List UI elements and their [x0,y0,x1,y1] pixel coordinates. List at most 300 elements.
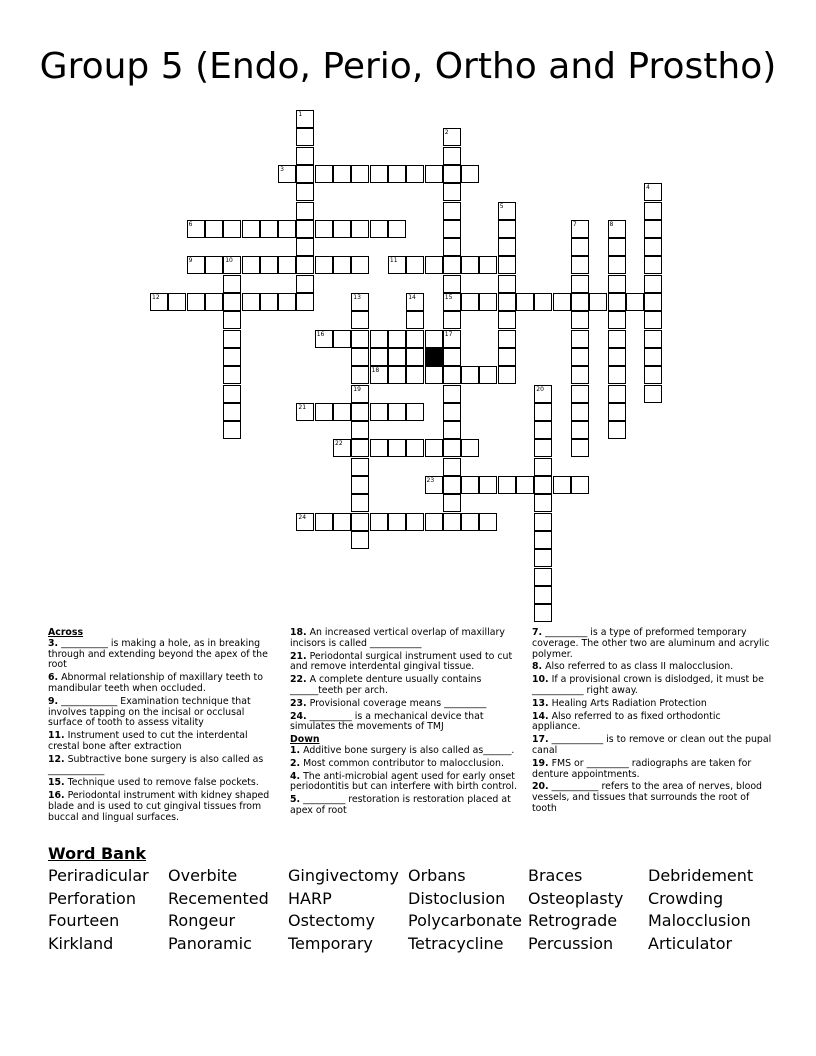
clue-number: 16. [48,790,65,802]
grid-cell[interactable] [443,183,461,201]
grid-cell[interactable] [388,256,406,274]
grid-cell[interactable] [534,293,552,311]
clue-text: Additive bone surgery is also called as______. [300,744,515,756]
grid-cell[interactable] [534,385,552,403]
clue-number: 14 [408,294,416,301]
grid-cell[interactable] [406,403,424,421]
grid-cell[interactable] [223,220,241,238]
grid-cell[interactable] [315,220,333,238]
grid-cell[interactable] [351,311,369,329]
clue-text: An increased vertical overlap of maxillary incisors is called ___________ [290,627,505,649]
grid-cell[interactable] [644,366,662,384]
grid-cell[interactable] [443,385,461,403]
grid-cell[interactable] [443,220,461,238]
clue-number: 24 [298,513,307,521]
grid-cell[interactable] [644,293,662,311]
grid-cell[interactable] [296,202,314,220]
across-clue-list-continued [290,628,522,733]
grid-cell[interactable] [388,439,406,457]
grid-cell[interactable] [498,311,516,329]
grid-cell[interactable] [351,220,369,238]
word-bank-word: Debridement [648,866,754,885]
grid-cell[interactable] [571,421,589,439]
clues-column-3 [532,628,772,817]
grid-cell[interactable] [351,439,369,457]
grid-cell[interactable] [333,220,351,238]
clue-text: Instrument used to cut the interdental crestal bone after extraction [48,730,248,752]
clue-number: 18 [371,367,380,375]
grid-cell[interactable] [370,220,388,238]
clue-text: __________ is making a hole, as in breaking through and extending beyond the apex of the root [48,637,268,671]
grid-cell[interactable] [351,165,369,183]
grid-cell[interactable] [461,476,479,494]
grid-cell[interactable] [443,202,461,220]
clue [48,697,280,729]
clue-number: 2. [290,757,301,769]
clue-number: 10 [225,257,233,265]
grid-cell[interactable] [425,513,443,531]
grid-cell[interactable] [351,330,369,348]
grid-cell[interactable] [461,439,479,457]
grid-cell[interactable] [223,385,241,403]
grid-cell[interactable] [534,494,552,512]
grid-cell[interactable] [296,403,314,421]
grid-cell[interactable] [223,348,241,366]
clue-text: Abnormal relationship of maxillary teeth to mandibular teeth when occluded. [48,672,263,694]
grid-cell[interactable] [608,348,626,366]
grid-cell[interactable] [388,348,406,366]
grid-cell[interactable] [443,147,461,165]
grid-cell[interactable] [351,531,369,549]
clue [290,795,522,817]
clue [290,712,522,734]
grid-cell[interactable] [644,348,662,366]
clue-number: 13 [353,294,361,301]
grid-cell[interactable] [351,366,369,384]
grid-cell[interactable] [553,476,571,494]
grid-cell[interactable] [168,293,186,311]
grid-cell[interactable] [388,330,406,348]
grid-cell[interactable] [498,220,516,238]
clue [532,782,772,814]
grid-cell[interactable] [571,220,589,238]
grid-cell[interactable] [260,293,278,311]
grid-cell[interactable] [296,220,314,238]
grid-cell[interactable] [370,165,388,183]
word-bank-word: Kirkland [48,934,114,954]
grid-cell[interactable] [296,183,314,201]
grid-cell[interactable] [534,403,552,421]
clue [532,699,772,710]
grid-cell[interactable] [333,513,351,531]
grid-cell[interactable] [443,256,461,274]
grid-cell[interactable] [608,330,626,348]
clue-number: 15 [444,294,453,301]
grid-cell[interactable] [205,256,223,274]
grid-cell[interactable] [260,256,278,274]
grid-cell[interactable] [498,238,516,256]
clue [48,755,280,777]
word-bank-word: Tetracycline [408,934,504,954]
grid-cell[interactable] [351,494,369,512]
grid-cell[interactable] [351,256,369,274]
grid-cell[interactable] [443,366,461,384]
grid-cell[interactable] [406,348,424,366]
clue-number: 24. [290,710,307,722]
grid-cell[interactable] [644,385,662,403]
word-bank-word: Distoclusion [408,888,506,908]
grid-cell[interactable] [223,256,241,274]
clue-number: 5 [499,202,504,210]
grid-cell[interactable] [443,311,461,329]
grid-cell[interactable] [223,366,241,384]
grid-cell[interactable] [443,476,461,494]
word-bank-word: Panoramic [168,934,252,954]
grid-cell[interactable] [315,403,333,421]
grid-cell[interactable] [608,421,626,439]
grid-cell[interactable] [498,275,516,293]
grid-cell[interactable] [571,403,589,421]
clue [532,735,772,757]
clue-text: FMS or _________ radiographs are taken for denture appointments. [532,757,752,780]
clue-number: 1 [298,111,303,118]
clue [290,772,522,794]
grid-cell[interactable] [296,147,314,165]
grid-cell[interactable] [333,439,351,457]
clue-number: 8 [609,220,614,228]
clue-text: If a provisional crown is dislodged, it must be ___________ right away. [532,674,764,696]
clue-number: 12. [48,753,65,765]
word-bank-word: Malocclusion [648,911,751,931]
grid-cell[interactable] [479,513,497,531]
grid-cell[interactable] [479,366,497,384]
clue-number: 19. [532,757,549,769]
grid-cell[interactable] [388,165,406,183]
grid-cell[interactable] [443,421,461,439]
grid-cell[interactable] [608,238,626,256]
grid-cell[interactable] [571,439,589,457]
grid-cell[interactable] [370,348,388,366]
word-bank-word: Temporary [288,934,373,954]
grid-cell[interactable] [278,293,296,311]
grid-cell[interactable] [388,403,406,421]
grid-cell[interactable] [388,513,406,531]
grid-cell[interactable] [443,238,461,256]
grid-cell[interactable] [443,513,461,531]
clue-text: Also referred to as fixed orthodontic appliance. [532,710,721,733]
grid-cell[interactable] [370,330,388,348]
grid-cell[interactable] [644,275,662,293]
grid-cell[interactable] [425,439,443,457]
grid-cell[interactable] [553,293,571,311]
grid-cell[interactable] [205,293,223,311]
word-bank-word: Osteoplasty [528,888,624,908]
grid-cell[interactable] [644,256,662,274]
grid-cell[interactable] [242,293,260,311]
grid-cell[interactable] [571,348,589,366]
grid-cell[interactable] [425,330,443,348]
clue-number: 10. [532,674,549,686]
grid-cell[interactable] [296,513,314,531]
clue-text: _________ is a type of preformed temporary coverage. The other two are aluminum and acrylic polymer. [532,627,770,660]
clue-number: 4. [290,770,301,782]
grid-cell[interactable] [571,238,589,256]
grid-cell[interactable] [626,293,644,311]
grid-cell[interactable] [370,513,388,531]
grid-cell[interactable] [351,348,369,366]
clue [48,791,280,823]
clue-number: 3 [280,165,284,173]
grid-cell[interactable] [644,238,662,256]
grid-cell[interactable] [223,403,241,421]
clue-text: Periodontal surgical instrument used to cut and remove interdental gingival tissue. [290,650,513,673]
clue-number: 15. [48,777,65,789]
grid-cell[interactable] [406,311,424,329]
grid-cell[interactable] [608,293,626,311]
clue-number: 13. [532,697,549,709]
clue-number: 17. [532,734,549,746]
grid-cell[interactable] [370,366,388,384]
clue-number: 16 [316,330,325,338]
grid-cell[interactable] [370,403,388,421]
grid-cell[interactable] [223,275,241,293]
grid-cell[interactable] [608,275,626,293]
grid-cell[interactable] [296,238,314,256]
grid-cell[interactable] [205,220,223,238]
clue-number: 19 [353,385,361,393]
grid-cell[interactable] [644,202,662,220]
grid-cell[interactable] [498,293,516,311]
grid-cell[interactable] [571,330,589,348]
grid-cell[interactable] [608,311,626,329]
word-bank-word: Orbans [408,866,466,885]
grid-cell[interactable] [296,165,314,183]
grid-cell[interactable] [388,220,406,238]
grid-cell[interactable] [571,385,589,403]
clue-number: 3. [48,637,59,649]
grid-cell[interactable] [351,403,369,421]
grid-cell[interactable] [443,330,461,348]
word-bank-word: Articulator [648,934,733,954]
clue-text: Subtractive bone surgery is also called as ____________ [48,753,264,776]
clue-number: 9 [188,257,193,265]
grid-cell[interactable] [406,513,424,531]
grid-cell[interactable] [534,604,552,622]
grid-cell[interactable] [571,275,589,293]
grid-cell[interactable] [534,568,552,586]
grid-cell[interactable] [406,366,424,384]
black-cell [425,348,443,366]
grid-cell[interactable] [608,403,626,421]
grid-cell[interactable] [333,165,351,183]
grid-cell[interactable] [278,165,296,183]
grid-cell[interactable] [534,531,552,549]
grid-cell[interactable] [571,256,589,274]
grid-cell[interactable] [644,220,662,238]
grid-cell[interactable] [608,385,626,403]
clue-text: ___________ is to remove or clean out the pupal canal [532,734,772,756]
grid-cell[interactable] [333,256,351,274]
grid-cell[interactable] [223,311,241,329]
grid-cell[interactable] [425,366,443,384]
grid-cell[interactable] [461,256,479,274]
grid-cell[interactable] [278,220,296,238]
grid-cell[interactable] [260,220,278,238]
grid-cell[interactable] [333,403,351,421]
grid-cell[interactable] [315,256,333,274]
word-bank-word: Periradicular [48,866,149,885]
grid-cell[interactable] [461,293,479,311]
grid-cell[interactable] [479,476,497,494]
page-title: Group 5 (Endo, Perio, Ortho and Prostho) [39,46,777,87]
grid-cell[interactable] [296,293,314,311]
grid-cell[interactable] [498,330,516,348]
grid-cell[interactable] [296,110,314,128]
grid-cell[interactable] [534,458,552,476]
grid-cell[interactable] [516,476,534,494]
grid-cell[interactable] [443,439,461,457]
grid-cell[interactable] [351,293,369,311]
clue-number: 23 [426,477,435,484]
clue [48,639,280,671]
grid-cell[interactable] [296,128,314,146]
grid-cell[interactable] [187,220,205,238]
grid-cell[interactable] [223,293,241,311]
grid-cell[interactable] [315,165,333,183]
grid-cell[interactable] [644,311,662,329]
clue-text: The anti-microbial agent used for early onset periodontitis but can interfere with birth control. [290,770,517,793]
clue-number: 14. [532,710,549,722]
grid-cell[interactable] [534,439,552,457]
grid-cell[interactable] [223,330,241,348]
grid-cell[interactable] [461,366,479,384]
grid-cell[interactable] [406,165,424,183]
grid-cell[interactable] [443,348,461,366]
grid-cell[interactable] [443,494,461,512]
grid-cell[interactable] [242,220,260,238]
clue-number: 11 [389,257,398,265]
clue-number: 7 [572,220,577,228]
grid-cell[interactable] [425,165,443,183]
grid-cell[interactable] [644,183,662,201]
grid-cell[interactable] [589,293,607,311]
grid-cell[interactable] [351,421,369,439]
grid-cell[interactable] [534,421,552,439]
clues-column-1 [48,628,280,826]
clue-number: 1. [290,744,301,756]
grid-cell[interactable] [608,220,626,238]
grid-cell[interactable] [516,293,534,311]
grid-cell[interactable] [242,256,260,274]
clue [290,746,522,757]
clue-number: 12 [152,294,160,301]
grid-cell[interactable] [461,513,479,531]
down-clue-list-continued [532,628,772,815]
grid-cell[interactable] [571,476,589,494]
grid-cell[interactable] [333,330,351,348]
grid-cell[interactable] [443,275,461,293]
word-bank-word: Braces [528,866,583,885]
grid-cell[interactable] [443,165,461,183]
grid-cell[interactable] [406,256,424,274]
grid-cell[interactable] [498,366,516,384]
grid-cell[interactable] [608,256,626,274]
grid-cell[interactable] [443,293,461,311]
grid-cell[interactable] [406,293,424,311]
grid-cell[interactable] [315,330,333,348]
grid-cell[interactable] [406,439,424,457]
grid-cell[interactable] [187,293,205,311]
across-clue-list [48,639,280,824]
grid-cell[interactable] [150,293,168,311]
word-bank-word: Crowding [648,888,724,908]
clue-text: ____________ Examination technique that involves tapping on the incisal or occlusal surface of tooth to assess vitality [48,695,251,729]
word-bank-word: Gingivectomy [288,866,399,885]
clue-text: Periodontal instrument with kidney shaped blade and is used to cut gingival tissues from buccal and lingual surfaces. [48,790,270,823]
clue-number: 8. [532,661,543,673]
grid-cell[interactable] [351,513,369,531]
clue-number: 18. [290,627,307,638]
grid-cell[interactable] [425,476,443,494]
grid-cell[interactable] [223,421,241,439]
clue [532,712,772,734]
grid-cell[interactable] [644,330,662,348]
grid-cell[interactable] [443,458,461,476]
grid-cell[interactable] [534,513,552,531]
word-bank-word: Retrograde [528,911,618,931]
grid-cell[interactable] [534,549,552,567]
grid-cell[interactable] [278,256,296,274]
grid-cell[interactable] [351,476,369,494]
grid-cell[interactable] [187,256,205,274]
grid-cell[interactable] [388,366,406,384]
clue-number: 23. [290,697,307,709]
grid-cell[interactable] [498,348,516,366]
grid-cell[interactable] [479,256,497,274]
word-bank-word: Ostectomy [288,911,375,931]
grid-cell[interactable] [351,458,369,476]
clue [290,675,522,697]
grid-cell[interactable] [425,256,443,274]
grid-cell[interactable] [443,403,461,421]
clue [532,628,772,660]
grid-cell[interactable] [498,202,516,220]
grid-cell[interactable] [406,330,424,348]
grid-cell[interactable] [498,256,516,274]
grid-cell[interactable] [534,476,552,494]
grid-cell[interactable] [571,311,589,329]
grid-cell[interactable] [315,513,333,531]
grid-cell[interactable] [296,256,314,274]
grid-cell[interactable] [370,439,388,457]
grid-cell[interactable] [351,385,369,403]
grid-cell[interactable] [608,366,626,384]
grid-cell[interactable] [571,366,589,384]
clue-number: 21 [298,403,307,411]
grid-cell[interactable] [479,293,497,311]
grid-cell[interactable] [461,165,479,183]
word-bank-word: Perforation [48,888,136,908]
clue [290,628,522,650]
clue-text: _________ is a mechanical device that simulates the movements of TMJ [290,710,484,733]
grid-cell[interactable] [571,293,589,311]
grid-cell[interactable] [534,586,552,604]
clue [290,759,522,770]
clue [48,731,280,753]
grid-cell[interactable] [296,275,314,293]
grid-cell[interactable] [443,128,461,146]
grid-cell[interactable] [498,476,516,494]
